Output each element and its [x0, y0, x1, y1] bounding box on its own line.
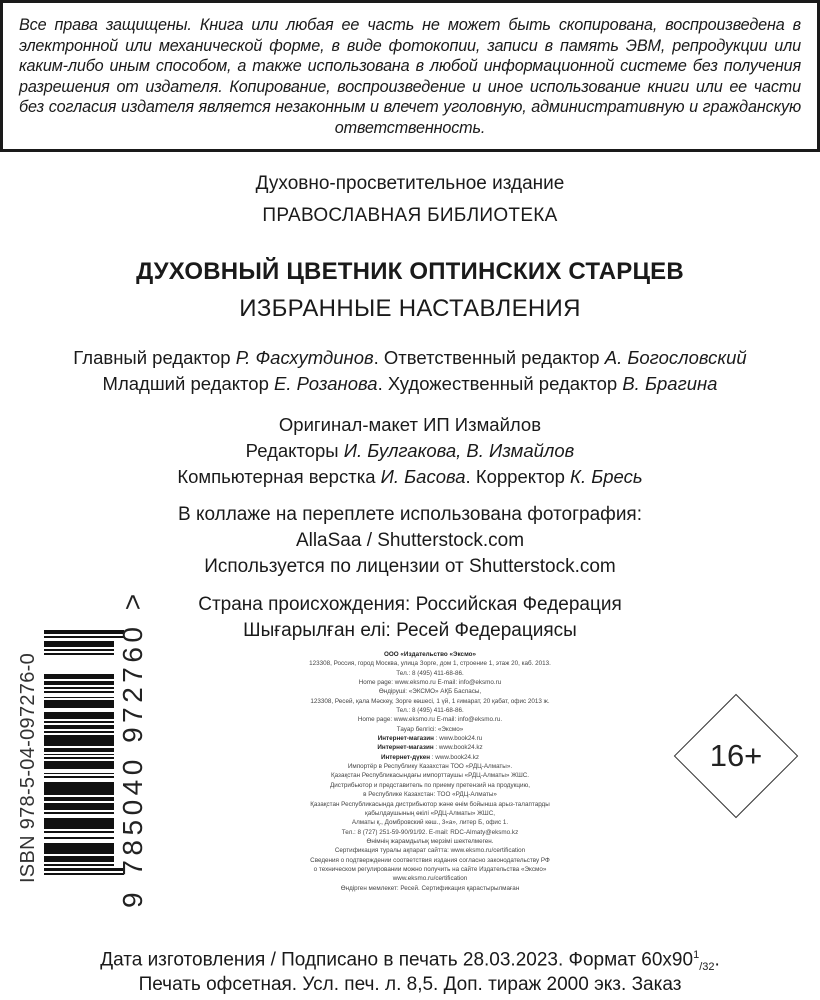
isbn-barcode [14, 589, 148, 928]
credits-line-junior [0, 371, 820, 397]
barcode-bar [44, 731, 114, 733]
edition-type: Духовно-просветительное издание [255, 173, 565, 194]
barcode-bar [44, 868, 124, 872]
imprint-line: Тел.: 8 (495) 411-68-86. [396, 707, 464, 715]
barcode-bar [44, 697, 114, 699]
series-name: ПРАВОСЛАВНАЯ БИБЛИОТЕКА [262, 205, 558, 226]
imprint-line: Home page: www.eksmo.ru E-mail: info@eksmo.ru [358, 679, 502, 687]
barcode-bar [44, 653, 114, 655]
photo-credit-line: В коллаже на переплете использована фотография: [178, 504, 642, 525]
photo-credit-line: Используется по лицензии от Shutterstock.com [204, 556, 616, 577]
barcode-bar [44, 700, 114, 708]
junior-editor-name: Е. Розанова [274, 373, 378, 394]
imprint-line: Тауар белгісі: «Эксмо» [396, 725, 464, 733]
imprint-line: Интернет-магазин : www.book24.kz [377, 744, 483, 752]
barcode-bar [44, 812, 114, 814]
chief-editor-name: Р. Фасхутдинов [235, 347, 374, 368]
barcode-bar [44, 797, 114, 801]
imprint-line: Сертификация туралы ақпарат сайтта: www.eksmo.ru/certification [334, 847, 526, 855]
typesetter-name: И. Басова [380, 466, 466, 487]
imprint-line: www.eksmo.ru/certification [392, 875, 468, 883]
print-info-line-1 [0, 949, 820, 973]
imprint-line: 123308, Ресей, қала Мәскеу, Зорге көшесі, 1 үй, 1 ғимарат, 20 қабат, офис 2013 ж. [310, 697, 550, 705]
barcode-bar [44, 636, 124, 638]
barcode-bar [44, 748, 114, 752]
editors-credits [0, 345, 820, 397]
imprint-line: Алматы қ., Домбровский көш., 3«а», литер Б, офис 1. [351, 819, 509, 827]
imprint-line: Өндірген мемлекет: Ресей. Сертификация қарастырылмаған [340, 884, 520, 892]
book-subtitle: ИЗБРАННЫЕ НАСТАВЛЕНИЯ [239, 295, 581, 322]
editors-names: И. Булгакова, В. Измайлов [343, 440, 575, 461]
proofreader-label: . Корректор [465, 466, 571, 487]
barcode-bar [44, 649, 114, 651]
imprint-line: Қазақстан Республикасында дистрибьютор және өнім бойынша арыз-талаптарды [310, 800, 550, 808]
imprint-line: в Республике Казахстан: ТОО «РДЦ-Алматы» [363, 791, 497, 799]
copyright-notice: Все права защищены. Книга или любая ее часть не может быть скопирована, воспроизведена в электронной или механической форме, в виде фотокопии, записи в память ЭВМ, репродукции или каким-либо иным способом, а также использована в любой информационной системе без получения разрешения от издателя. Копирование, воспроизведение и иное использование книги или ее части без согласия издателя является незаконным и влечет уголовную, административную и гражданскую ответственность. [19, 16, 801, 137]
editors-label: Редакторы [245, 440, 344, 461]
origin-ru: Страна происхождения: Российская Федерация [198, 594, 622, 615]
barcode-bar [44, 687, 114, 689]
chief-editor-label: Главный редактор [73, 347, 236, 368]
barcode-bar [44, 803, 114, 811]
barcode-bar [44, 864, 114, 866]
imprint-line: қабылдаушының өкілі «РДЦ-Алматы» ЖШС, [364, 809, 495, 817]
credits-line-editors [0, 345, 820, 371]
imprint-line: Қазақстан Республикасындағы импорттаушы «РДЦ-Алматы» ЖШС. [330, 772, 530, 780]
proofreader-name: К. Бресь [570, 466, 643, 487]
barcode-bar [44, 754, 114, 756]
barcode-bar [44, 735, 114, 746]
barcode-bar [44, 630, 124, 634]
editors-credit [0, 438, 820, 464]
layout-credit: Оригинал-макет ИП Измайлов [278, 414, 542, 435]
imprint-line: Сведения о подтверждении соответствия издания согласно законодательству РФ [310, 856, 550, 864]
barcode-bar [44, 712, 114, 720]
typesetting-label: Компьютерная верстка [177, 466, 381, 487]
age-rating-label: 16+ [709, 738, 763, 773]
imprint-line: Импортёр в Республику Казахстан ТОО «РДЦ-Алматы». [347, 763, 513, 771]
imprint-line: Интернет-дүкен : www.book24.kz [380, 753, 480, 761]
format-denominator: /32 [699, 961, 715, 974]
origin-kz: Шығарылған елі: Ресей Федерациясы [243, 620, 577, 641]
copyright-notice-box [0, 0, 820, 152]
age-rating-badge [674, 694, 798, 818]
barcode-bar [44, 761, 114, 769]
ean-number: 9 785040 972760 [117, 622, 148, 908]
imprint-line: Дистрибьютор и представитель по приему претензий на продукцию, [330, 781, 530, 789]
barcode-bar [44, 843, 114, 854]
barcode-bar [44, 674, 114, 680]
barcode-bar [44, 776, 114, 778]
imprint-line: Тел.: 8 (727) 251-59-90/91/92. E-mail: RDC-Almaty@eksmo.kz [341, 828, 519, 836]
print-info-line-2: Печать офсетная. Усл. печ. л. 8,5. Доп. тираж 2000 экз. Заказ [138, 974, 682, 995]
imprint-line: Өнімнің жарамдылық мерзімі шектелмеген. [366, 837, 494, 845]
art-editor-name: В. Брагина [622, 373, 718, 394]
barcode-bar [44, 641, 114, 647]
barcode-bar [44, 725, 114, 729]
print-date-format: Дата изготовления / Подписано в печать 28.03.2023. Формат 60x90 [100, 949, 694, 971]
typesetting-credit [0, 464, 820, 490]
format-numerator: 1 [693, 949, 700, 961]
production-credits [0, 412, 820, 490]
barcode-bar [44, 681, 114, 685]
junior-editor-label: Младший редактор [102, 373, 275, 394]
responsible-editor-name: А. Богословский [604, 347, 747, 368]
barcode-bar [44, 837, 114, 839]
photo-credit [0, 502, 820, 580]
barcode-bar [44, 782, 114, 795]
barcode-bar [44, 831, 114, 833]
barcode-bar [44, 856, 114, 862]
line-end: . [714, 949, 720, 971]
imprint-line: Тел.: 8 (495) 411-68-86. [396, 669, 464, 677]
imprint-line: ООО «Издательство «Эксмо» [383, 651, 476, 658]
book-title: ДУХОВНЫЙ ЦВЕТНИК ОПТИНСКИХ СТАРЦЕВ [136, 258, 684, 285]
responsible-editor-label: . Ответственный редактор [373, 347, 605, 368]
photo-credit-line: AllaSaa / Shutterstock.com [295, 530, 525, 551]
imprint-line: о техническом регулировании можно получить на сайте Издательства «Эксмо» [313, 865, 547, 873]
ean-digits [117, 589, 151, 908]
isbn-label: ISBN 978-5-04-097276-0 [17, 652, 39, 884]
imprint-line: Өндіруші: «ЭКСМО» АҚБ Баспасы, [378, 688, 482, 696]
barcode-bars [44, 630, 124, 892]
imprint-line: 123308, Россия, город Москва, улица Зорге, дом 1, строение 1, этаж 20, каб. 2013. [309, 660, 551, 668]
barcode-bar [44, 873, 124, 875]
imprint-line: Интернет-магазин : www.book24.ru [377, 735, 483, 743]
imprint-line: Home page: www.eksmo.ru E-mail: info@eksmo.ru. [357, 716, 503, 724]
barcode-bar [44, 818, 114, 829]
quiet-zone-mark: > [117, 589, 148, 611]
barcode-bar [44, 773, 114, 775]
barcode-bar [44, 721, 114, 723]
publisher-imprint [240, 650, 620, 893]
art-editor-label: . Художественный редактор [377, 373, 623, 394]
barcode-bar [44, 691, 114, 693]
barcode-bar [44, 757, 114, 759]
